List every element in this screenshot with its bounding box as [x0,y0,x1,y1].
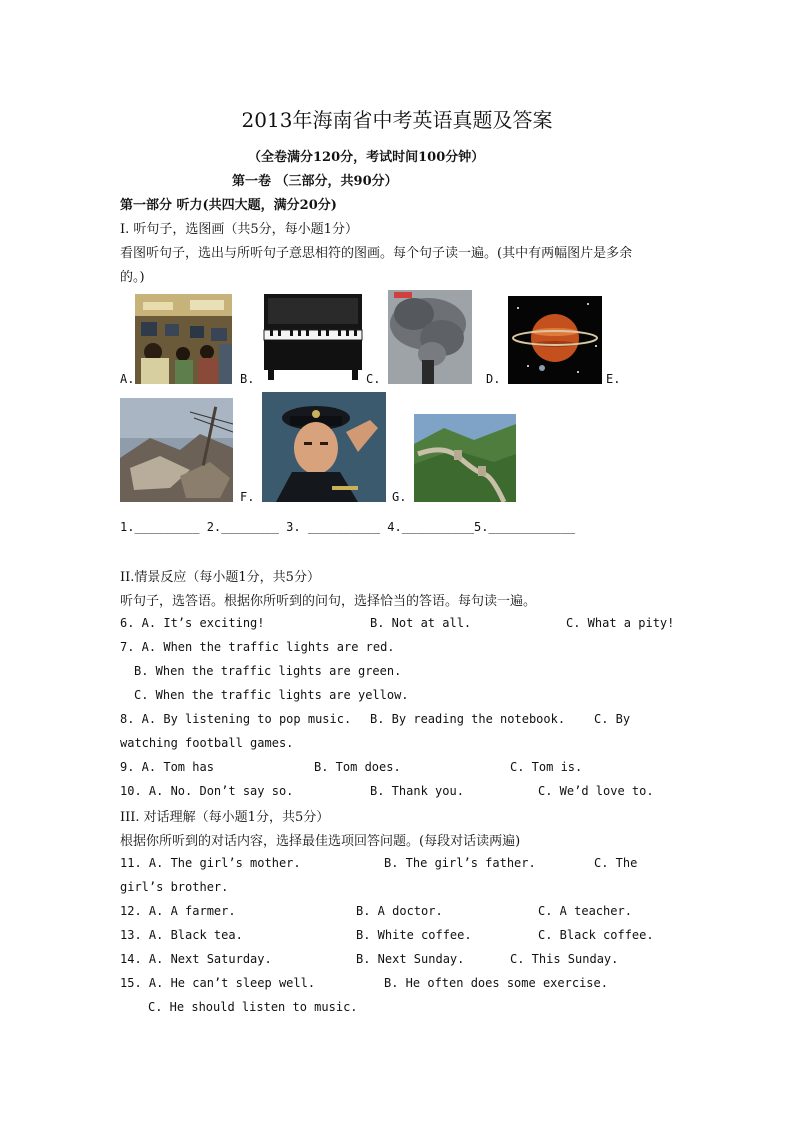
q9-option-a: 9. A. Tom has [120,760,214,774]
section1-instruction: 看图听句子，选出与所听句子意思相符的图画。每个句子读一遍。(其中有两幅图片是多余 [120,246,633,261]
q10-option-b: B. Thank you. [370,784,464,798]
picture-label-g: G. [392,490,407,504]
q8-option-b: B. By reading the notebook. [370,712,566,726]
q6-option-b: B. Not at all. [370,616,472,630]
q12-option-b: B. A doctor. [356,904,443,918]
q12-option-a: 12. A. A farmer. [120,904,236,918]
q11-option-c-cont: girl’s brother. [120,880,229,894]
picture-label-b: B. [240,372,255,386]
q12-option-c: C. A teacher. [538,904,632,918]
volume-heading: 第一卷 （三部分，共90分） [232,174,398,189]
picture-f-police-officer [262,392,386,502]
picture-label-f: F. [240,490,255,504]
q7-option-a: 7. A. When the traffic lights are red. [120,640,395,654]
q15-option-c: C. He should listen to music. [148,1000,358,1014]
picture-label-e: E. [606,372,621,386]
q14-option-c: C. This Sunday. [510,952,619,966]
q7-option-c: C. When the traffic lights are yellow. [134,688,409,702]
q14-option-a: 14. A. Next Saturday. [120,952,272,966]
q10-option-c: C. We’d love to. [538,784,654,798]
section1-instruction-cont: 的。) [120,270,145,285]
section3-heading: III. 对话理解（每小题1分，共5分） [120,810,330,825]
picture-g-great-wall [414,414,516,502]
q6-option-c: C. What a pity! [566,616,675,630]
q8-option-c: C. By [594,712,631,726]
q8-option-a: 8. A. By listening to pop music. [120,712,352,726]
part1-heading: 第一部分 听力(共四大题，满分20分) [120,198,337,213]
picture-a-internet-cafe [135,294,232,384]
q13-option-c: C. Black coffee. [538,928,654,942]
q8-option-c-cont: watching football games. [120,736,294,750]
q7-option-b: B. When the traffic lights are green. [134,664,402,678]
answer-blanks-1-5[interactable]: 1._________ 2.________ 3. __________ 4.__________5.____________ [120,520,576,534]
section2-instruction: 听句子，选答语。根据你所听到的问句，选择恰当的答语。每句读一遍。 [120,594,537,609]
q11-option-c: C. The [594,856,638,870]
q15-option-b: B. He often does some exercise. [384,976,608,990]
page-title: 2013年海南省中考英语真题及答案 [241,108,553,132]
q14-option-b: B. Next Sunday. [356,952,465,966]
q11-option-b: B. The girl’s father. [384,856,536,870]
section1-heading: I. 听句子，选图画（共5分，每小题1分） [120,222,358,237]
picture-e-ruins [120,398,233,502]
q15-option-a: 15. A. He can’t sleep well. [120,976,316,990]
picture-label-d: D. [486,372,501,386]
exam-subtitle: （全卷满分120分，考试时间100分钟） [248,150,485,165]
q13-option-b: B. White coffee. [356,928,472,942]
picture-b-piano [258,290,368,382]
picture-label-a: A. [120,372,135,386]
picture-d-planet [508,296,602,384]
q13-option-a: 13. A. Black tea. [120,928,243,942]
section2-heading: II.情景反应（每小题1分，共5分） [120,570,320,585]
section3-instruction: 根据你所听到的对话内容，选择最佳选项回答问题。(每段对话读两遍) [120,834,521,849]
q9-option-b: B. Tom does. [314,760,401,774]
q6-option-a: 6. A. It’s exciting! [120,616,265,630]
q11-option-a: 11. A. The girl’s mother. [120,856,301,870]
q9-option-c: C. Tom is. [510,760,583,774]
picture-c-smoke [388,290,472,384]
q10-option-a: 10. A. No. Don’t say so. [120,784,294,798]
picture-label-c: C. [366,372,381,386]
